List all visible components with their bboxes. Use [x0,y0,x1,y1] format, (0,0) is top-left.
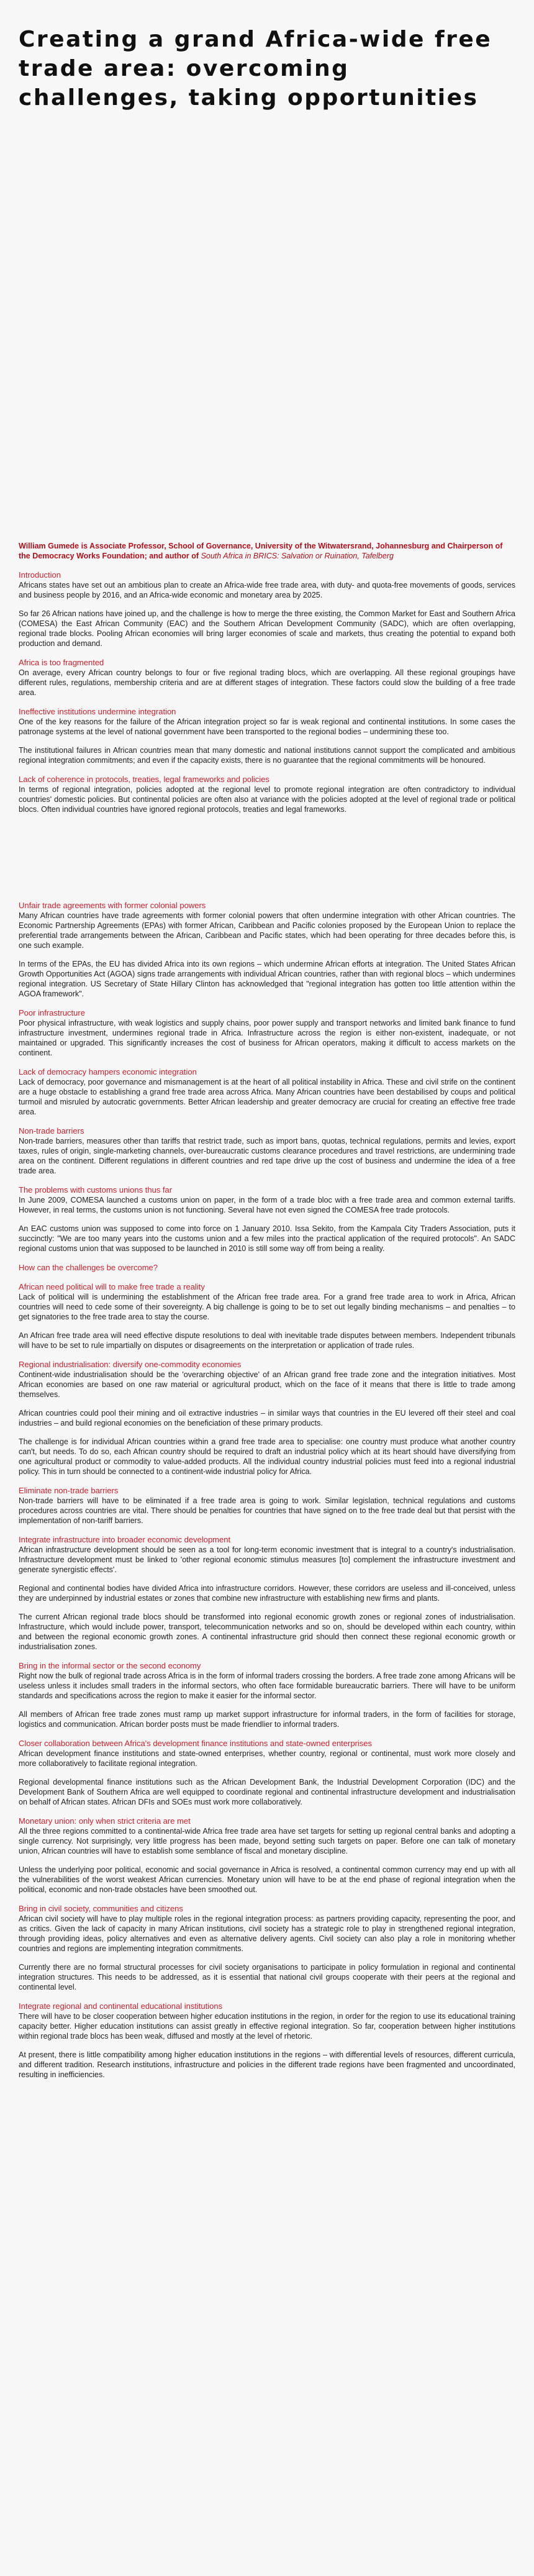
section-paragraph: Non-trade barriers will have to be eliminated if a free trade area is going to work. Similar legislation, technical regulations and customs procedures across countries are vital. There should be penalties for countries that have signed on to the free trade deal but that persist with the implementation of non-tariff barriers. [19,1496,515,1525]
section-paragraph: All the three regions committed to a continental-wide Africa free trade area have set targets for setting up regional central banks and adopting a single currency. Not surprisingly, very little progress has been made, beyond setting such targets on paper. Before one can talk of monetary union, African countries will have to establish some semblance of fiscal and monetary discipline. [19,1827,515,1855]
section-heading: Lack of coherence in protocols, treaties, legal frameworks and policies [19,775,269,784]
section-paragraph: African civil society will have to play multiple roles in the regional integration process: as partners providing capacity, representing the poor, and as critics. Given the lack of capacity in many African institutions, civil society has a strategic role to play in strengthened regional integration, through providing ideas, policy alternatives and even as alternative delivery agents. Civil society can also play a role in monitoring whether countries and regions are implementing integration commitments. [19,1914,515,1953]
article-title: Creating a grand Africa-wide free trade area: overcoming challenges, taking opportunities [19,27,492,111]
author-book: South Africa in BRICS: Salvation or Ruination, Tafelberg [201,552,394,560]
section-heading: Lack of democracy hampers economic integration [19,1067,197,1076]
section-heading: Bring in the informal sector or the second economy [19,1661,201,1670]
section-paragraph: Continent-wide industrialisation should be the 'overarching objective' of an African grand free trade zone and the integration initiatives. Most African economies are based on one raw material or agricultural product, which on the face of it means that there is little to trade among themselves. [19,1370,515,1399]
section-paragraph: An African free trade area will need effective dispute resolutions to deal with inevitable trade disputes between members. Independent tribunals will have to be set to rule impartially on disputes or disagreements on the interpretation or application of trade rules. [19,1331,515,1350]
section-paragraph: Africans states have set out an ambitious plan to create an Africa-wide free trade area, with duty- and quota-free movements of goods, services and business people by 2016, and an Africa-wide economic and monetary area by 2025. [19,581,515,599]
section-paragraph: Non-trade barriers, measures other than tariffs that restrict trade, such as import bans, quotas, technical regulations, permits and levies, export taxes, rules of origin, single-marketing channels, over-bureaucratic customs clearance procedures and travel restrictions, are undermining trade area on the continent. Different regulations in different countries and red tape drive up the cost of business and undermine the idea of a free trade area. [19,1137,515,1175]
section-heading: Integrate infrastructure into broader economic development [19,1535,231,1544]
section-paragraph: Many African countries have trade agreements with former colonial powers that often undermine integration with other African countries. The Economic Partnership Agreements (EPAs) with former African, Caribbean and Pacific colonies proposed by the European Union to replace the preferential trade arrangements between the African, Caribbean and Pacific states, which had been operating for three decades before this, is one such example. [19,911,515,950]
section-heading: Africa is too fragmented [19,658,104,667]
section-paragraph: The current African regional trade blocs should be transformed into regional economic growth zones or regional zones of industrialisation. Infrastructure, which would include power, transport, telecommunication networks and so on, should be developed within each country, within and between the regional economic growth zones. A continental infrastructure grid should then connect these regional economic growth or industrialisation zones. [19,1613,515,1651]
section-heading: The problems with customs unions thus far [19,1185,173,1195]
section-heading: How can the challenges be overcome? [19,1263,158,1272]
section-heading: Closer collaboration between Africa's development finance institutions and state-owned enterprises [19,1739,373,1748]
section-paragraph: An EAC customs union was supposed to come into force on 1 January 2010. Issa Sekito, from the Kampala City Traders Association, puts it succinctly: "We are too many years into the customs union and a few miles into the practical application of the required protocols". An SADC regional customs union that was supposed to be launched in 2010 is still some way off from being a reality. [19,1224,515,1253]
section-paragraph: Right now the bulk of regional trade across Africa is in the form of informal traders crossing the borders. A free trade zone among Africans will be useless unless it includes small traders in the informal sectors, who often face formidable bureaucratic barriers. There will have to be uniform standards and specifications across the region to make it easier for the informal sector. [19,1672,515,1700]
section-heading: Monetary union: only when strict criteria are met [19,1816,191,1826]
section-paragraph: The challenge is for individual African countries within a grand free trade area to specialise: one country must produce what another country can't, but needs. To do so, each African country should be required to draft an industrial policy which at its heart should have diversifying from one agricultural product or commodity to value-added products. All the individual country industrial policies must feed into a regional industrial policy. This in turn should be connected to a continent-wide industrial policy for Africa. [19,1437,515,1476]
section-paragraph: Regional developmental finance institutions such as the African Development Bank, the Industrial Development Corporation (IDC) and the Development Bank of Southern Africa are well equipped to coordinate regional and continental infrastructure development and industrialisation on behalf of African states. African DFIs and SOEs must work more collaboratively. [19,1778,515,1806]
section-paragraph: Poor physical infrastructure, with weak logistics and supply chains, poor power supply and transport networks and limited bank finance to fund infrastructure investment, undermines regional trade in Africa. Infrastructure across the region is either non-existent, inadequate, or not maintained or upgraded. This significantly increases the cost of business for African operators, making it difficult to access markets on the continent. [19,1019,515,1057]
section-paragraph: In terms of regional integration, policies adopted at the regional level to promote regional integration are often contradictory to individual countries' domestic policies. But continental policies are often also at variance with the policies adopted at the level of regional trade or political blocs. Often individual countries have ignored regional protocols, treaties and legal frameworks. [19,785,515,814]
section-heading: Ineffective institutions undermine integration [19,707,176,716]
section-paragraph: African infrastructure development should be seen as a tool for long-term economic investment that is integral to a country's industrialisation. Infrastructure development must be linked to 'other regional economic stimulus measures [to] complement the infrastructure investment and generate synergistic effects'. [19,1545,515,1574]
section-heading: Introduction [19,570,61,580]
section-paragraph: At present, there is little compatibility among higher education institutions in the regions – with differential levels of resources, different curricula, and different tradition. Research institutions, infrastructure and policies in the different trade regions have been fragmented and uncoordinated, resulting in inefficiencies. [19,2050,515,2079]
section-heading: Non-trade barriers [19,1126,84,1136]
section-heading: African need political will to make free trade a reality [19,1282,205,1291]
section-paragraph: Unless the underlying poor political, economic and social governance in Africa is resolved, a continental common currency may end up with all the vulnerabilities of the worst weakest African currencies. Monetary union will have to be at the end phase of regional integration when the political, economic and non-trade obstacles have been smoothed out. [19,1865,515,1894]
section-paragraph: One of the key reasons for the failure of the African integration project so far is weak regional and continental institutions. In some cases the patronage systems at the level of national government have been transported to the regional bodies – undermining these too. [19,717,515,736]
section-heading: Integrate regional and continental educational institutions [19,2001,223,2011]
section-paragraph: All members of African free trade zones must ramp up market support infrastructure for informal traders, in the form of facilities for storage, logistics and communication. African border posts must be made friendlier to informal traders. [19,1710,515,1729]
article-body [19,570,515,2080]
author-byline [19,541,515,561]
section-heading: Bring in civil society, communities and citizens [19,1904,183,1913]
section-paragraph: There will have to be closer cooperation between higher education institutions in the region, in order for the region to use its educational training capacity better. Higher education institutions can assist greatly in effective regional integration. So far, cooperation between higher institutions within regional trade blocs has been weak, diffused and mostly at the level of rhetoric. [19,2012,515,2041]
section-heading: Poor infrastructure [19,1008,85,1017]
section-paragraph: Currently there are no formal structural processes for civil society organisations to participate in policy formulation in regional and continental integration structures. This needs to be addressed, as it is essential that national civil groups cooperate with their peers at the regional and continental level. [19,1963,515,1991]
section-paragraph: The institutional failures in African countries mean that many domestic and national institutions cannot support the complicated and ambitious regional integration commitments; and even if the capacity exists, there is no guarantee that the regional commitments will be honoured. [19,746,515,765]
section-gap [19,823,515,891]
section-paragraph: African development finance institutions and state-owned enterprises, whether country, regional or continental, must work more closely and more collaboratively to facilitate regional integration. [19,1749,515,1768]
section-paragraph: Lack of democracy, poor governance and mismanagement is at the heart of all political instability in Africa. These and civil strife on the continent are a huge obstacle to establishing a grand free trade area across Africa. Many African countries have been destabilised by coups and political turmoil and misruled by autocratic governments. Better African leadership and greater democracy are crucial for creating an effective free trade area. [19,1078,515,1116]
section-paragraph: In terms of the EPAs, the EU has divided Africa into its own regions – which undermine African efforts at integration. The United States African Growth Opportunities Act (AGOA) signs trade arrangements with individual African countries, rather than with regional blocs – which undermines regional integration. US Secretary of State Hillary Clinton has acknowledged that "regional integration has gotten too little attention within the AGOA framework". [19,960,515,998]
section-heading: Eliminate non-trade barriers [19,1486,119,1495]
section-paragraph: Lack of political will is undermining the establishment of the African free trade area. For a grand free trade area to work in Africa, African countries will need to cede some of their sovereignty. A big challenge is going to be to set out legally binding mechanisms – and penalties – to get signatories to the free trade area to stay the course. [19,1293,515,1321]
section-heading: Unfair trade agreements with former colonial powers [19,901,206,910]
section-paragraph: On average, every African country belongs to four or five regional trading blocs, which are overlapping. All these regional groupings have different rules, regulations, membership criteria and are at different stages of integration. These factors could slow the building of a free trade area. [19,668,515,697]
section-heading: Regional industrialisation: diversify one-commodity economies [19,1360,242,1369]
section-paragraph: African countries could pool their mining and oil extractive industries – in similar ways that countries in the EU levered off their steel and coal industries – and build regional economies on the beneficiation of these primary products. [19,1409,515,1427]
section-paragraph: Regional and continental bodies have divided Africa into infrastructure corridors. However, these corridors are useless and ill-conceived, unless they are underpinned by industrial estates or zones that combine new infrastructure with establishing new firms and plants. [19,1584,515,1603]
section-paragraph: In June 2009, COMESA launched a customs union on paper, in the form of a trade bloc with a free trade area and common external tariffs. However, in real terms, the customs union is not functioning. Several have not even signed the COMESA free trade protocols. [19,1196,515,1214]
section-paragraph: So far 26 African nations have joined up, and the challenge is how to merge the three existing, the Common Market for East and Southern Africa (COMESA) the East African Community (EAC) and the Southern African Development Community (SADC), which are often overlapping, regional trade blocks. Pooling African economies will bring larger economies of scale and markets, thus creating the potential to expand both production and demand. [19,609,515,648]
author-bio: William Gumede is Associate Professor, School of Governance, University of the Witwatersrand, Johannesburg and Chairperson of the Democracy Works Foundation; and author of [19,542,503,560]
